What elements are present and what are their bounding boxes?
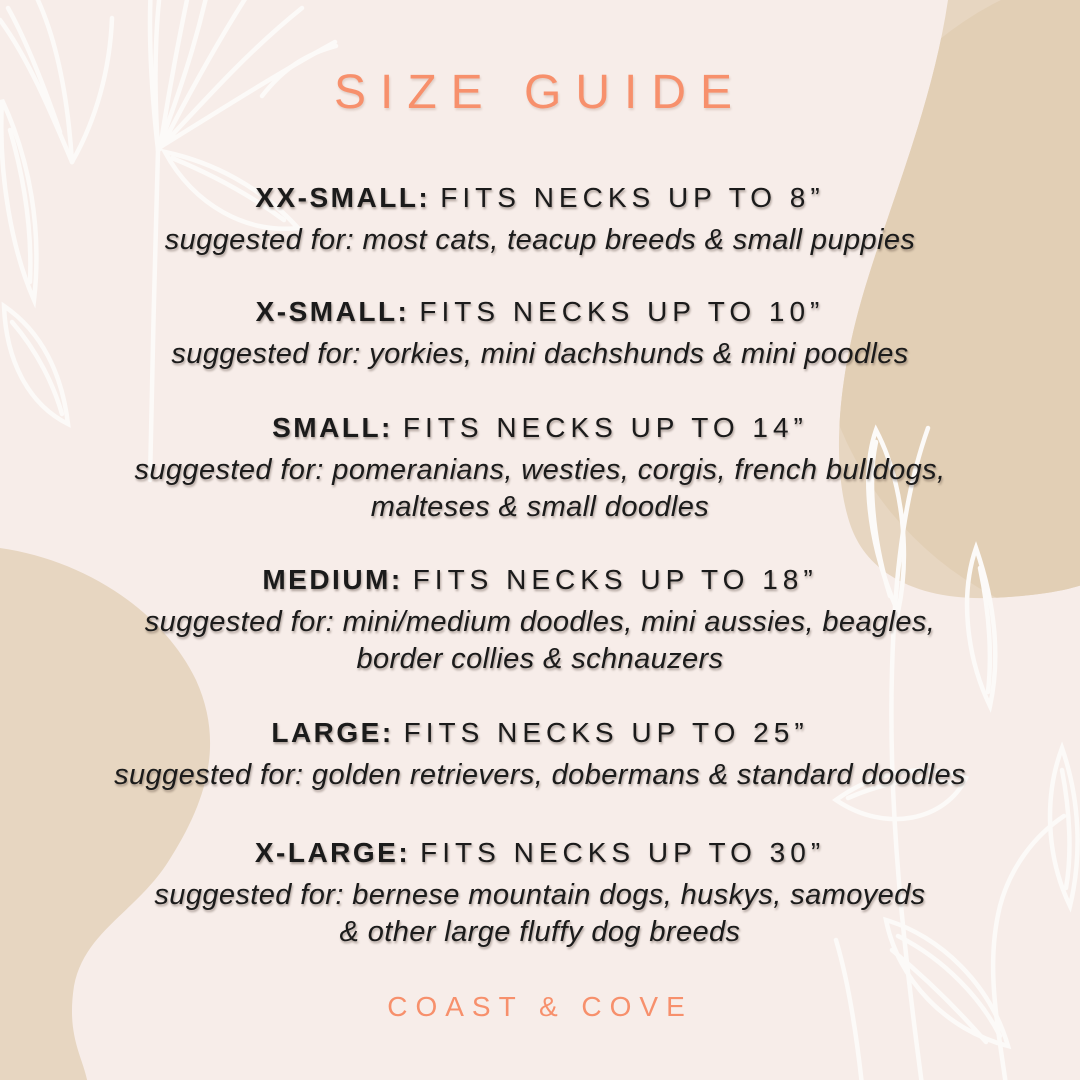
suggested-line: suggested for: golden retrievers, dobermans & standard doodles (114, 759, 966, 791)
size-suggested (0, 222, 1080, 259)
brand-name: COAST & COVE (387, 991, 693, 1022)
size-entry-medium (0, 563, 1080, 678)
size-entry-small (0, 411, 1080, 526)
suggested-line: suggested for: pomeranians, westies, corgis, french bulldogs, (134, 454, 946, 486)
size-suggested (0, 604, 1080, 678)
size-fit: FITS NECKS UP TO 18” (412, 564, 818, 595)
size-name: X-SMALL: (255, 296, 410, 327)
size-heading (0, 411, 1080, 445)
size-suggested (0, 877, 1080, 951)
size-fit: FITS NECKS UP TO 14” (402, 412, 808, 443)
size-suggested (0, 757, 1080, 794)
size-name: XX-SMALL: (255, 182, 431, 213)
size-fit: FITS NECKS UP TO 10” (419, 296, 825, 327)
suggested-line: & other large fluffy dog breeds (339, 916, 741, 948)
size-entry-x-small (0, 295, 1080, 373)
suggested-line: suggested for: mini/medium doodles, mini aussies, beagles, (144, 606, 936, 638)
size-name: MEDIUM: (262, 564, 403, 595)
size-name: SMALL: (272, 412, 393, 443)
size-fit: FITS NECKS UP TO 8” (440, 182, 825, 213)
suggested-line: border collies & schnauzers (356, 643, 724, 675)
size-fit: FITS NECKS UP TO 30” (420, 837, 826, 868)
size-entry-large (0, 716, 1080, 794)
size-name: LARGE: (271, 717, 394, 748)
size-name: X-LARGE: (254, 837, 411, 868)
size-fit: FITS NECKS UP TO 25” (403, 717, 809, 748)
size-heading (0, 563, 1080, 597)
page-title: SIZE GUIDE (333, 66, 747, 119)
size-suggested (0, 452, 1080, 526)
suggested-line: malteses & small doodles (370, 491, 710, 523)
size-entry-xx-small (0, 181, 1080, 259)
suggested-line: suggested for: most cats, teacup breeds & small puppies (164, 224, 916, 256)
size-heading (0, 181, 1080, 215)
size-heading (0, 295, 1080, 329)
size-entry-x-large (0, 836, 1080, 951)
suggested-line: suggested for: bernese mountain dogs, huskys, samoyeds (154, 879, 926, 911)
size-suggested (0, 336, 1080, 373)
suggested-line: suggested for: yorkies, mini dachshunds & mini poodles (171, 338, 909, 370)
size-heading (0, 716, 1080, 750)
size-heading (0, 836, 1080, 870)
